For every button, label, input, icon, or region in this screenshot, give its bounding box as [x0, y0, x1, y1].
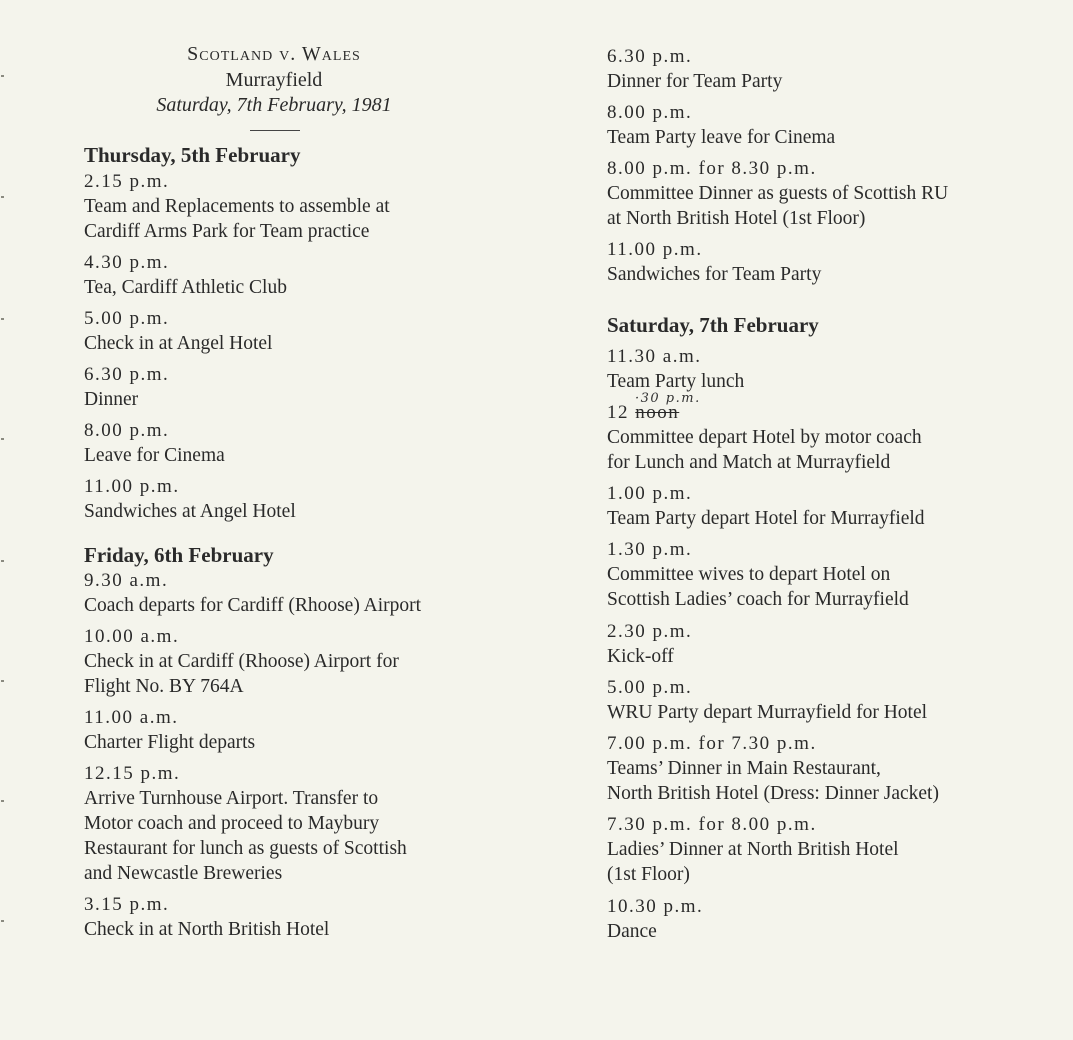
- entry-description: Sandwiches at Angel Hotel: [84, 501, 296, 522]
- entry-time: 1.30 p.m.: [607, 539, 693, 560]
- entry-description: Committee wives to depart Hotel on Scottish Ladies’ coach for Murrayfield: [607, 564, 909, 610]
- schedule-entry: [84, 893, 329, 942]
- schedule-entry: [84, 251, 287, 300]
- entry-time: 11.30 a.m.: [607, 346, 702, 367]
- entry-time: 10.30 p.m.: [607, 896, 704, 917]
- entry-description: Coach departs for Cardiff (Rhoose) Airport: [84, 595, 422, 616]
- entry-time: 2.30 p.m.: [607, 621, 693, 642]
- entry-time: 6.30 p.m.: [607, 46, 693, 67]
- day-heading-saturday: Saturday, 7th February: [607, 313, 819, 337]
- day-heading-friday: Friday, 6th February: [84, 543, 274, 567]
- entry-description: Kick-off: [607, 646, 674, 667]
- schedule-entry: [607, 732, 939, 806]
- entry-time: 7.30 p.m. for 8.00 p.m.: [607, 814, 817, 835]
- schedule-entry: [607, 238, 821, 287]
- entry-description: Arrive Turnhouse Airport. Transfer to Motor coach and proceed to Maybury Restaurant for lunch as guests of Scottish and Newcastle Breweries: [84, 788, 407, 884]
- entry-time: [607, 391, 922, 425]
- schedule-entry: [607, 45, 782, 94]
- entry-time: 4.30 p.m.: [84, 252, 170, 273]
- entry-time: 12.15 p.m.: [84, 763, 181, 784]
- entry-description: Committee depart Hotel by motor coach for Lunch and Match at Murrayfield: [607, 427, 922, 473]
- entry-description: Dinner for Team Party: [607, 71, 783, 92]
- schedule-entry: [607, 391, 922, 475]
- schedule-entry: [84, 363, 169, 412]
- entry-description: Tea, Cardiff Athletic Club: [84, 277, 287, 298]
- entry-description: Ladies’ Dinner at North British Hotel (1st Floor): [607, 839, 899, 885]
- entry-time: 5.00 p.m.: [84, 308, 170, 329]
- schedule-entry: [607, 101, 835, 150]
- left-edge-marks: [0, 0, 6, 1040]
- schedule-entry: [607, 813, 899, 887]
- schedule-entry: [84, 419, 225, 468]
- entry-description: Leave for Cinema: [84, 445, 225, 466]
- entry-time: 11.00 p.m.: [607, 239, 703, 260]
- entry-time: 8.00 p.m.: [84, 420, 170, 441]
- entry-description: Dinner: [84, 389, 139, 410]
- entry-time: 3.15 p.m.: [84, 894, 170, 915]
- schedule-entry: [84, 625, 399, 699]
- entry-description: Charter Flight departs: [84, 732, 256, 753]
- entry-description: Teams’ Dinner in Main Restaurant, North British Hotel (Dress: Dinner Jacket): [607, 758, 939, 804]
- struck-noon-text: noon: [635, 402, 680, 423]
- entry-time: 9.30 a.m.: [84, 570, 169, 591]
- schedule-entry: [84, 475, 296, 524]
- schedule-entry: [607, 620, 692, 669]
- handwritten-correction: ·30 p.m.: [635, 391, 701, 406]
- entry-description: Team Party lunch: [607, 371, 745, 392]
- schedule-entry: [84, 170, 390, 244]
- entry-description: Team Party depart Hotel for Murrayfield: [607, 508, 925, 529]
- day-heading-thursday: Thursday, 5th February: [84, 143, 301, 167]
- match-title: Scotland v. Wales: [187, 43, 361, 65]
- entry-time: 11.00 a.m.: [84, 707, 179, 728]
- title-divider: [250, 130, 300, 131]
- schedule-entry: [607, 538, 909, 612]
- entry-description: Team and Replacements to assemble at Cardiff Arms Park for Team practice: [84, 196, 390, 242]
- entry-time-hour: 12: [607, 402, 629, 423]
- schedule-entry: [607, 676, 927, 725]
- schedule-entry: [84, 307, 272, 356]
- schedule-entry: [607, 895, 703, 944]
- schedule-entry: [607, 157, 948, 231]
- match-date: Saturday, 7th February, 1981: [156, 94, 392, 116]
- entry-time: 10.00 a.m.: [84, 626, 180, 647]
- entry-time: 8.00 p.m. for 8.30 p.m.: [607, 158, 817, 179]
- entry-time: 8.00 p.m.: [607, 102, 693, 123]
- entry-time: 5.00 p.m.: [607, 677, 693, 698]
- entry-description: Sandwiches for Team Party: [607, 264, 822, 285]
- entry-description: Check in at North British Hotel: [84, 919, 330, 940]
- entry-time: 11.00 p.m.: [84, 476, 180, 497]
- entry-description: Check in at Cardiff (Rhoose) Airport for Flight No. BY 764A: [84, 651, 399, 697]
- schedule-entry: [84, 762, 407, 886]
- entry-description: Team Party leave for Cinema: [607, 127, 836, 148]
- entry-description: Committee Dinner as guests of Scottish RU at North British Hotel (1st Floor): [607, 183, 949, 229]
- entry-description: Check in at Angel Hotel: [84, 333, 273, 354]
- entry-description: WRU Party depart Murrayfield for Hotel: [607, 702, 928, 723]
- entry-time: 7.00 p.m. for 7.30 p.m.: [607, 733, 817, 754]
- entry-time: 1.00 p.m.: [607, 483, 693, 504]
- schedule-entry: [607, 482, 925, 531]
- entry-time: 6.30 p.m.: [84, 364, 170, 385]
- schedule-entry: [84, 569, 421, 618]
- match-venue: Murrayfield: [225, 69, 323, 91]
- entry-time: 2.15 p.m.: [84, 171, 170, 192]
- entry-description: Dance: [607, 921, 657, 942]
- schedule-entry: [84, 706, 255, 755]
